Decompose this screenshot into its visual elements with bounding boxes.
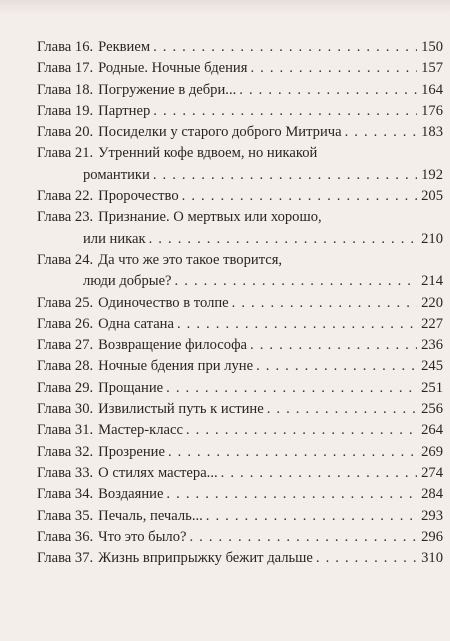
toc-line bbox=[37, 37, 443, 58]
toc-line bbox=[37, 484, 443, 505]
dot-leader bbox=[345, 122, 417, 143]
page-number: 296 bbox=[421, 528, 443, 545]
chapter-label: Глава 17. bbox=[37, 60, 94, 77]
chapter-title: Возвращение философа bbox=[98, 337, 248, 354]
chapter-title: или никак bbox=[83, 230, 146, 247]
chapter-title: романтики bbox=[83, 166, 150, 183]
chapter-label: Глава 37. bbox=[37, 550, 94, 567]
chapter-title: Прозрение bbox=[98, 443, 165, 460]
chapter-label: Глава 30. bbox=[37, 401, 94, 418]
chapter-label: Глава 22. bbox=[37, 188, 94, 205]
dot-leader bbox=[221, 463, 417, 484]
dot-leader bbox=[166, 484, 417, 505]
toc-line bbox=[37, 420, 443, 441]
toc-entry[interactable] bbox=[37, 37, 443, 58]
toc-line bbox=[37, 165, 443, 186]
toc-line bbox=[37, 314, 443, 335]
toc-entry[interactable] bbox=[37, 356, 443, 377]
chapter-label: Глава 20. bbox=[37, 124, 94, 141]
chapter-title: Мастер-класс bbox=[98, 422, 183, 439]
dot-leader bbox=[239, 80, 417, 101]
chapter-title: Что это было? bbox=[98, 528, 187, 545]
chapter-title: Погружение в дебри... bbox=[98, 81, 237, 98]
table-of-contents bbox=[37, 37, 443, 569]
page-number: 284 bbox=[421, 486, 443, 503]
chapter-title: Печаль, печаль... bbox=[98, 507, 203, 524]
toc-line bbox=[37, 378, 443, 399]
toc-entry[interactable] bbox=[37, 143, 443, 186]
dot-leader bbox=[168, 442, 417, 463]
page-number: 157 bbox=[421, 60, 443, 77]
dot-leader bbox=[206, 506, 417, 527]
toc-line bbox=[37, 229, 443, 250]
toc-line bbox=[37, 101, 443, 122]
dot-leader bbox=[175, 271, 417, 292]
dot-leader bbox=[149, 229, 417, 250]
toc-line bbox=[37, 442, 443, 463]
chapter-label: Глава 21. bbox=[37, 145, 94, 162]
chapter-title: Одиночество в толпе bbox=[98, 294, 229, 311]
chapter-title: Ночные бдения при луне bbox=[98, 358, 254, 375]
toc-entry[interactable] bbox=[37, 293, 443, 314]
chapter-label: Глава 35. bbox=[37, 507, 94, 524]
toc-entry[interactable] bbox=[37, 378, 443, 399]
chapter-label: Глава 23. bbox=[37, 209, 94, 226]
toc-entry[interactable] bbox=[37, 399, 443, 420]
toc-entry[interactable] bbox=[37, 250, 443, 293]
dot-leader bbox=[232, 293, 417, 314]
chapter-label: Глава 19. bbox=[37, 102, 94, 119]
toc-entry[interactable] bbox=[37, 186, 443, 207]
dot-leader bbox=[177, 314, 417, 335]
chapter-label: Глава 27. bbox=[37, 337, 94, 354]
chapter-title: Жизнь вприпрыжку бежит дальше bbox=[98, 550, 313, 567]
toc-entry[interactable] bbox=[37, 101, 443, 122]
page-number: 220 bbox=[421, 294, 443, 311]
page-number: 210 bbox=[421, 230, 443, 247]
toc-entry[interactable] bbox=[37, 80, 443, 101]
chapter-label: Глава 34. bbox=[37, 486, 94, 503]
page-number: 251 bbox=[421, 379, 443, 396]
chapter-label: Глава 24. bbox=[37, 251, 94, 268]
page-number: 227 bbox=[421, 315, 443, 332]
dot-leader bbox=[189, 527, 417, 548]
chapter-title: О стилях мастера... bbox=[98, 464, 218, 481]
toc-line bbox=[37, 335, 443, 356]
chapter-label: Глава 28. bbox=[37, 358, 94, 375]
page-edge-shadow bbox=[0, 0, 450, 14]
toc-entry[interactable] bbox=[37, 420, 443, 441]
chapter-title: Посиделки у старого доброго Митрича bbox=[98, 124, 342, 141]
page-number: 192 bbox=[421, 166, 443, 183]
toc-entry[interactable] bbox=[37, 527, 443, 548]
chapter-label: Глава 26. bbox=[37, 315, 94, 332]
toc-line bbox=[37, 293, 443, 314]
toc-entry[interactable] bbox=[37, 506, 443, 527]
chapter-title: люди добрые? bbox=[83, 273, 172, 290]
dot-leader bbox=[250, 335, 417, 356]
toc-line bbox=[37, 122, 443, 143]
chapter-label: Глава 31. bbox=[37, 422, 94, 439]
page-number: 274 bbox=[421, 464, 443, 481]
page-number: 264 bbox=[421, 422, 443, 439]
toc-line bbox=[37, 80, 443, 101]
dot-leader bbox=[267, 399, 417, 420]
page-number: 256 bbox=[421, 401, 443, 418]
dot-leader bbox=[153, 165, 417, 186]
dot-leader bbox=[316, 548, 417, 569]
page-number: 164 bbox=[421, 81, 443, 98]
toc-entry[interactable] bbox=[37, 122, 443, 143]
toc-entry[interactable] bbox=[37, 207, 443, 250]
toc-line bbox=[37, 58, 443, 79]
toc-entry[interactable] bbox=[37, 484, 443, 505]
chapter-title: Утренний кофе вдвоем, но никакой bbox=[98, 145, 318, 162]
toc-entry[interactable] bbox=[37, 335, 443, 356]
chapter-title: Признание. О мертвых или хорошо, bbox=[98, 209, 322, 226]
page-number: 214 bbox=[421, 273, 443, 290]
chapter-label: Глава 32. bbox=[37, 443, 94, 460]
chapter-title: Воздаяние bbox=[98, 486, 164, 503]
chapter-title: Да что же это такое творится, bbox=[98, 251, 283, 268]
dot-leader bbox=[250, 58, 417, 79]
toc-line bbox=[37, 250, 443, 271]
chapter-label: Глава 16. bbox=[37, 39, 94, 55]
page-number: 150 bbox=[421, 39, 443, 55]
dot-leader bbox=[153, 101, 417, 122]
page-number: 176 bbox=[421, 102, 443, 119]
page-number: 310 bbox=[421, 550, 443, 567]
chapter-title: Одна сатана bbox=[98, 315, 174, 332]
chapter-title: Партнер bbox=[98, 102, 151, 119]
page-number: 205 bbox=[421, 188, 443, 205]
toc-line bbox=[37, 143, 443, 164]
toc-entry[interactable] bbox=[37, 314, 443, 335]
page-number: 245 bbox=[421, 358, 443, 375]
toc-line bbox=[37, 207, 443, 228]
toc-entry[interactable] bbox=[37, 442, 443, 463]
toc-line bbox=[37, 527, 443, 548]
dot-leader bbox=[166, 378, 417, 399]
toc-line bbox=[37, 271, 443, 292]
toc-entry[interactable] bbox=[37, 58, 443, 79]
page-number: 236 bbox=[421, 337, 443, 354]
chapter-label: Глава 36. bbox=[37, 528, 94, 545]
chapter-label: Глава 29. bbox=[37, 379, 94, 396]
dot-leader bbox=[256, 356, 417, 377]
toc-line bbox=[37, 463, 443, 484]
chapter-label: Глава 33. bbox=[37, 464, 94, 481]
toc-entry[interactable] bbox=[37, 463, 443, 484]
chapter-title: Извилистый путь к истине bbox=[98, 401, 264, 418]
page-number: 293 bbox=[421, 507, 443, 524]
toc-line bbox=[37, 399, 443, 420]
toc-line bbox=[37, 356, 443, 377]
chapter-label: Глава 25. bbox=[37, 294, 94, 311]
toc-line bbox=[37, 506, 443, 527]
toc-entry[interactable] bbox=[37, 548, 443, 569]
chapter-label: Глава 18. bbox=[37, 81, 94, 98]
page-number: 183 bbox=[421, 124, 443, 141]
dot-leader bbox=[186, 420, 417, 441]
chapter-title: Реквием bbox=[98, 39, 151, 55]
chapter-title: Родные. Ночные бдения bbox=[98, 60, 248, 77]
toc-line bbox=[37, 186, 443, 207]
dot-leader bbox=[153, 37, 417, 58]
chapter-title: Прощание bbox=[98, 379, 164, 396]
page-number: 269 bbox=[421, 443, 443, 460]
dot-leader bbox=[182, 186, 417, 207]
toc-line bbox=[37, 548, 443, 569]
chapter-title: Пророчество bbox=[98, 188, 179, 205]
